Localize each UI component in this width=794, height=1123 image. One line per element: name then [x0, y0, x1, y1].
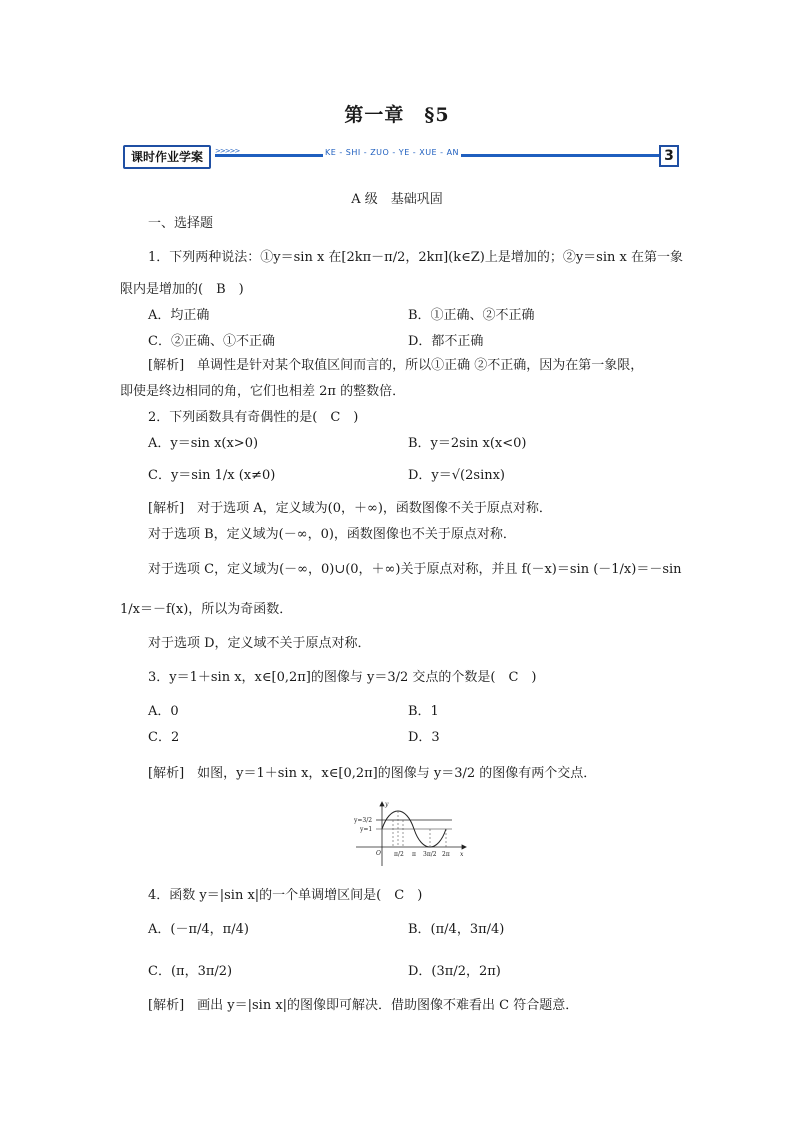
q2-analysis-line3: 对于选项 C，定义域为(－∞，0)∪(0，＋∞)关于原点对称，并且 f(－x)＝sin (－1/x)＝－sin	[148, 562, 682, 577]
q1-option-b: B．①正确、②不正确	[408, 308, 535, 323]
q4-option-c: C．(π，3π/2)	[148, 964, 233, 979]
level-heading: A 级 基础巩固	[351, 192, 443, 207]
section-heading: 一、选择题	[148, 216, 214, 231]
q3-stem: 3．y＝1＋sin x，x∈[0,2π]的图像与 y＝3/2 交点的个数是( C )	[148, 670, 537, 685]
graph-origin: O	[376, 850, 381, 857]
graph-x-label: x	[460, 851, 464, 858]
q2-option-c: C．y＝sin 1/x (x≠0)	[148, 468, 276, 483]
banner-number: 3	[659, 145, 679, 167]
q4-analysis: [解析] 画出 y＝|sin x|的图像即可解决．借助图像不难看出 C 符合题意．	[148, 998, 579, 1013]
q3-analysis: [解析] 如图，y＝1＋sin x，x∈[0,2π]的图像与 y＝3/2 的图像有两个交点．	[148, 766, 597, 781]
q3-option-d: D．3	[408, 730, 440, 745]
q2-option-a: A．y＝sin x(x>0)	[148, 436, 259, 451]
q2-analysis-line4: 1/x＝－f(x)，所以为奇函数．	[120, 602, 293, 617]
graph-label-one: y=1	[360, 826, 373, 833]
q2-analysis-line1: [解析] 对于选项 A，定义域为(0，＋∞)，函数图像不关于原点对称．	[148, 501, 552, 516]
graph-tick-pi: π	[412, 851, 416, 858]
graph-tick-two-pi: 2π	[442, 851, 450, 858]
graph-tick-three-pi-half: 3π/2	[423, 851, 437, 858]
sine-graph-figure	[352, 800, 470, 870]
q2-stem: 2．下列函数具有奇偶性的是( C )	[148, 410, 359, 425]
q1-analysis-line2: 即使是终边相同的角，它们也相差 2π 的整数倍．	[120, 384, 406, 399]
banner-label: 课时作业学案	[123, 145, 211, 169]
q4-option-b: B．(π/4，3π/4)	[408, 922, 505, 937]
graph-y-label: y	[385, 801, 389, 808]
q2-option-b: B．y＝2sin x(x<0)	[408, 436, 527, 451]
x-axis-arrow	[462, 845, 466, 849]
q2-analysis-line5: 对于选项 D，定义域不关于原点对称．	[148, 636, 371, 651]
q3-option-b: B．1	[408, 704, 439, 719]
graph-tick-pi-half: π/2	[394, 851, 404, 858]
q4-option-a: A．(－π/4，π/4)	[148, 922, 249, 937]
q4-stem: 4．函数 y＝|sin x|的一个单调增区间是( C )	[148, 888, 423, 903]
q1-analysis-line1: [解析] 单调性是针对某个取值区间而言的，所以①正确 ②不正确，因为在第一象限，	[148, 358, 644, 373]
q1-stem-line2: 限内是增加的( B )	[120, 282, 244, 297]
q3-option-c: C．2	[148, 730, 180, 745]
q1-option-d: D．都不正确	[408, 334, 484, 349]
q2-analysis-line2: 对于选项 B，定义域为(－∞，0)，函数图像也不关于原点对称．	[148, 527, 516, 542]
q3-option-a: A．0	[148, 704, 179, 719]
y-axis-arrow	[380, 802, 384, 806]
q1-option-a: A．均正确	[148, 308, 210, 323]
q1-option-c: C．②正确、①不正确	[148, 334, 275, 349]
banner-pinyin: KE - SHI - ZUO - YE - XUE - AN	[325, 148, 460, 157]
q2-option-d: D．y＝√(2sinx)	[408, 468, 505, 483]
banner-arrows: >>>>>	[215, 147, 240, 155]
homework-banner	[123, 145, 679, 169]
page-title: 第一章 §5	[344, 104, 450, 126]
q4-option-d: D．(3π/2，2π)	[408, 964, 501, 979]
q1-stem-line1: 1．下列两种说法：①y＝sin x 在[2kπ－π/2，2kπ](k∈Z)上是增加的；②y＝sin x 在第一象	[148, 250, 683, 265]
graph-label-three-halves: y=3/2	[354, 817, 373, 824]
